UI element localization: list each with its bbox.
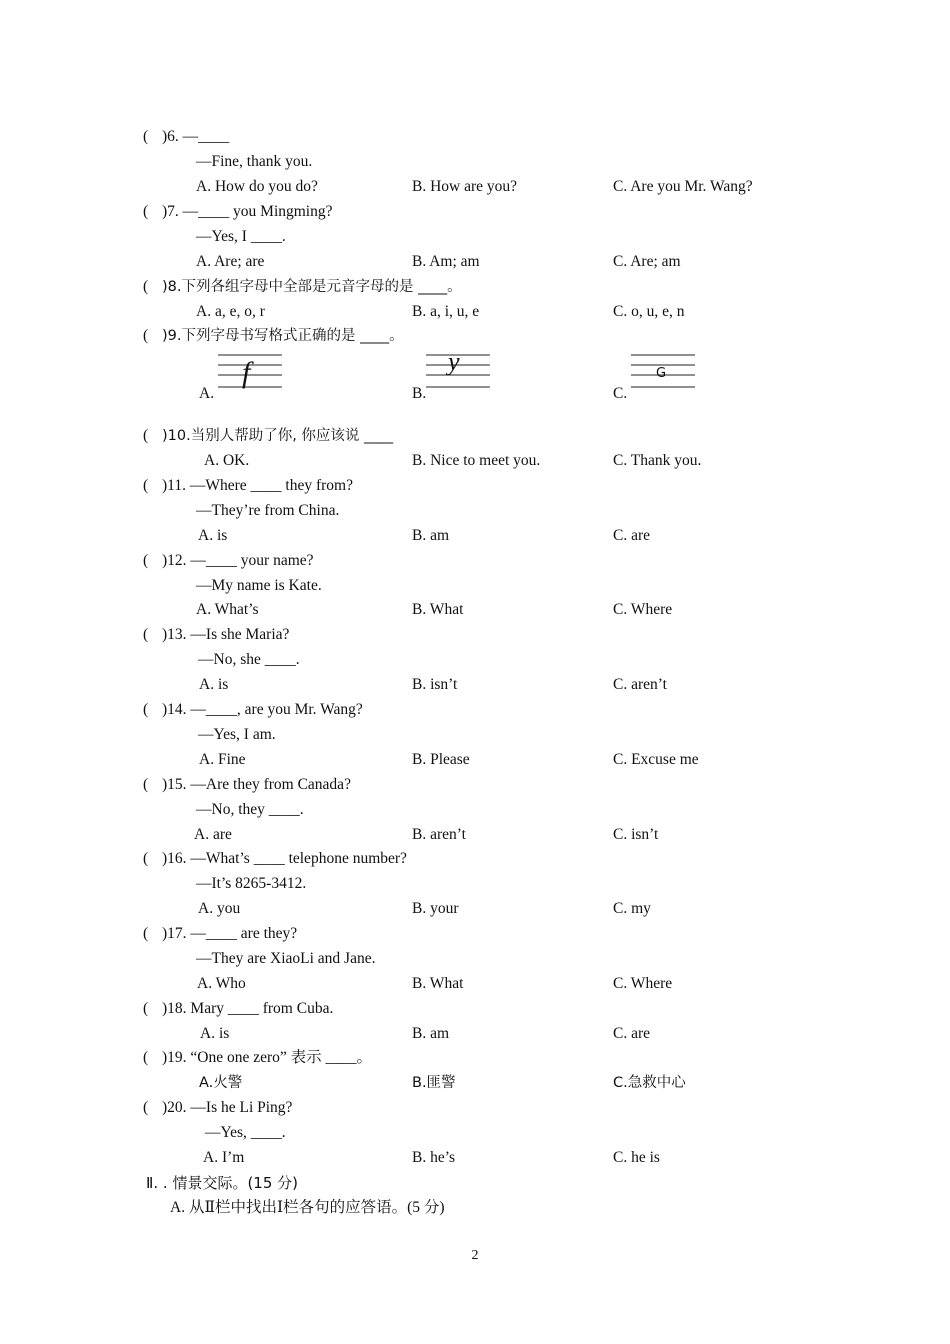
question-response: —Yes, ____. xyxy=(205,1124,286,1141)
question-14: ( )14. —____, are you Mr. Wang? xyxy=(143,701,363,718)
option-c: C.急救中心 xyxy=(613,1075,686,1091)
question-response: —They are XiaoLi and Jane. xyxy=(196,950,376,967)
option-b: B. Nice to meet you. xyxy=(412,452,541,469)
option-c: C. my xyxy=(613,900,651,917)
option-a: A. is xyxy=(200,1025,230,1042)
option-b: B. How are you? xyxy=(412,178,518,195)
question-stem: )10.当别人帮助了你, 你应该说 ____ xyxy=(162,428,394,444)
option-a: A.火警 xyxy=(199,1075,243,1091)
option-a: A. xyxy=(199,385,215,402)
question-stem: )7. —____ you Mingming? xyxy=(162,203,333,220)
question-response: —They’re from China. xyxy=(196,502,340,519)
option-b: B. xyxy=(412,385,427,402)
option-c: C. Where xyxy=(613,975,673,992)
question-11: ( )11. —Where ____ they from? xyxy=(143,477,353,494)
question-stem: )18. Mary ____ from Cuba. xyxy=(162,1000,334,1017)
option-c: C. Where xyxy=(613,601,673,618)
letter-staff-f xyxy=(218,352,284,394)
option-b: B. aren’t xyxy=(412,826,466,843)
question-8: ( )8.下列各组字母中全部是元音字母的是 ____。 xyxy=(143,278,462,295)
option-c: C. are xyxy=(613,527,651,544)
question-stem: )20. —Is he Li Ping? xyxy=(162,1099,293,1116)
question-response: —Fine, thank you. xyxy=(196,153,313,170)
question-13: ( )13. —Is she Maria? xyxy=(143,626,290,643)
option-b: B. Am; am xyxy=(412,253,480,270)
question-stem: )15. —Are they from Canada? xyxy=(162,776,351,793)
question-9: ( )9.下列字母书写格式正确的是 ____。 xyxy=(143,327,404,344)
question-19: ( )19. “One one zero” 表示 ____。 xyxy=(143,1049,373,1066)
question-17: ( )17. —____ are they? xyxy=(143,925,298,942)
option-c: C. he is xyxy=(613,1149,660,1166)
option-c: C. Are; am xyxy=(613,253,681,270)
option-c: C. xyxy=(613,385,628,402)
question-response: —No, she ____. xyxy=(198,651,300,668)
option-b: B. am xyxy=(412,527,450,544)
question-response: —Yes, I am. xyxy=(198,726,276,743)
page-number: 2 xyxy=(471,1248,479,1263)
option-b: B. he’s xyxy=(412,1149,456,1166)
letter-g: G xyxy=(656,366,667,381)
option-b: B. Please xyxy=(412,751,470,768)
option-b: B. am xyxy=(412,1025,450,1042)
option-b: B. a, i, u, e xyxy=(412,303,480,320)
option-c: C. aren’t xyxy=(613,676,667,693)
question-10: ( )10.当别人帮助了你, 你应该说 ____ xyxy=(143,427,394,444)
question-12: ( )12. —____ your name? xyxy=(143,552,314,569)
option-b: B. isn’t xyxy=(412,676,458,693)
question-16: ( )16. —What’s ____ telephone number? xyxy=(143,850,407,867)
question-stem: )11. —Where ____ they from? xyxy=(162,477,353,494)
letter-y: y xyxy=(448,352,460,376)
option-a: A. OK. xyxy=(204,452,250,469)
letter-staff-g xyxy=(631,352,697,394)
question-response: —It’s 8265-3412. xyxy=(196,875,307,892)
option-c: C. o, u, e, n xyxy=(613,303,685,320)
question-stem: )6. —____ xyxy=(162,128,230,145)
option-b: B. your xyxy=(412,900,459,917)
option-c: C. Excuse me xyxy=(613,751,699,768)
question-response: —No, they ____. xyxy=(196,801,304,818)
question-7: ( )7. —____ you Mingming? xyxy=(143,203,333,220)
question-stem: )14. —____, are you Mr. Wang? xyxy=(162,701,363,718)
option-a: A. are xyxy=(194,826,232,843)
option-a: A. you xyxy=(198,900,241,917)
option-a: A. How do you do? xyxy=(196,178,318,195)
option-a: A. Are; are xyxy=(196,253,265,270)
question-18: ( )18. Mary ____ from Cuba. xyxy=(143,1000,334,1017)
question-20: ( )20. —Is he Li Ping? xyxy=(143,1099,293,1116)
option-b: B. What xyxy=(412,975,464,992)
question-stem: )13. —Is she Maria? xyxy=(162,626,290,643)
letter-f: f xyxy=(242,356,251,389)
option-a: A. Who xyxy=(197,975,246,992)
question-stem: )19. “One one zero” 表示 ____。 xyxy=(162,1049,373,1066)
question-response: —My name is Kate. xyxy=(196,577,322,594)
question-6: ( )6. —____ xyxy=(143,128,230,145)
option-a: A. What’s xyxy=(196,601,259,618)
subsection-title: A. 从Ⅱ栏中找出Ⅰ栏各句的应答语。(5 分) xyxy=(170,1199,445,1216)
question-stem: )8.下列各组字母中全部是元音字母的是 ____。 xyxy=(162,279,462,295)
question-stem: )9.下列字母书写格式正确的是 ____。 xyxy=(162,328,404,344)
option-c: C. Are you Mr. Wang? xyxy=(613,178,753,195)
option-a: A. I’m xyxy=(203,1149,245,1166)
section-title: Ⅱ. . 情景交际。(15 分) xyxy=(146,1174,299,1192)
option-b: B.匪警 xyxy=(412,1075,456,1091)
question-response: —Yes, I ____. xyxy=(196,228,286,245)
question-stem: )16. —What’s ____ telephone number? xyxy=(162,850,407,867)
option-a: A. a, e, o, r xyxy=(196,303,265,320)
option-c: C. isn’t xyxy=(613,826,659,843)
option-c: C. are xyxy=(613,1025,651,1042)
option-a: A. is xyxy=(198,527,228,544)
letter-staff-y xyxy=(426,352,492,394)
question-15: ( )15. —Are they from Canada? xyxy=(143,776,351,793)
option-a: A. is xyxy=(199,676,229,693)
question-stem: )12. —____ your name? xyxy=(162,552,314,569)
option-c: C. Thank you. xyxy=(613,452,702,469)
option-a: A. Fine xyxy=(199,751,246,768)
question-stem: )17. —____ are they? xyxy=(162,925,298,942)
option-b: B. What xyxy=(412,601,464,618)
